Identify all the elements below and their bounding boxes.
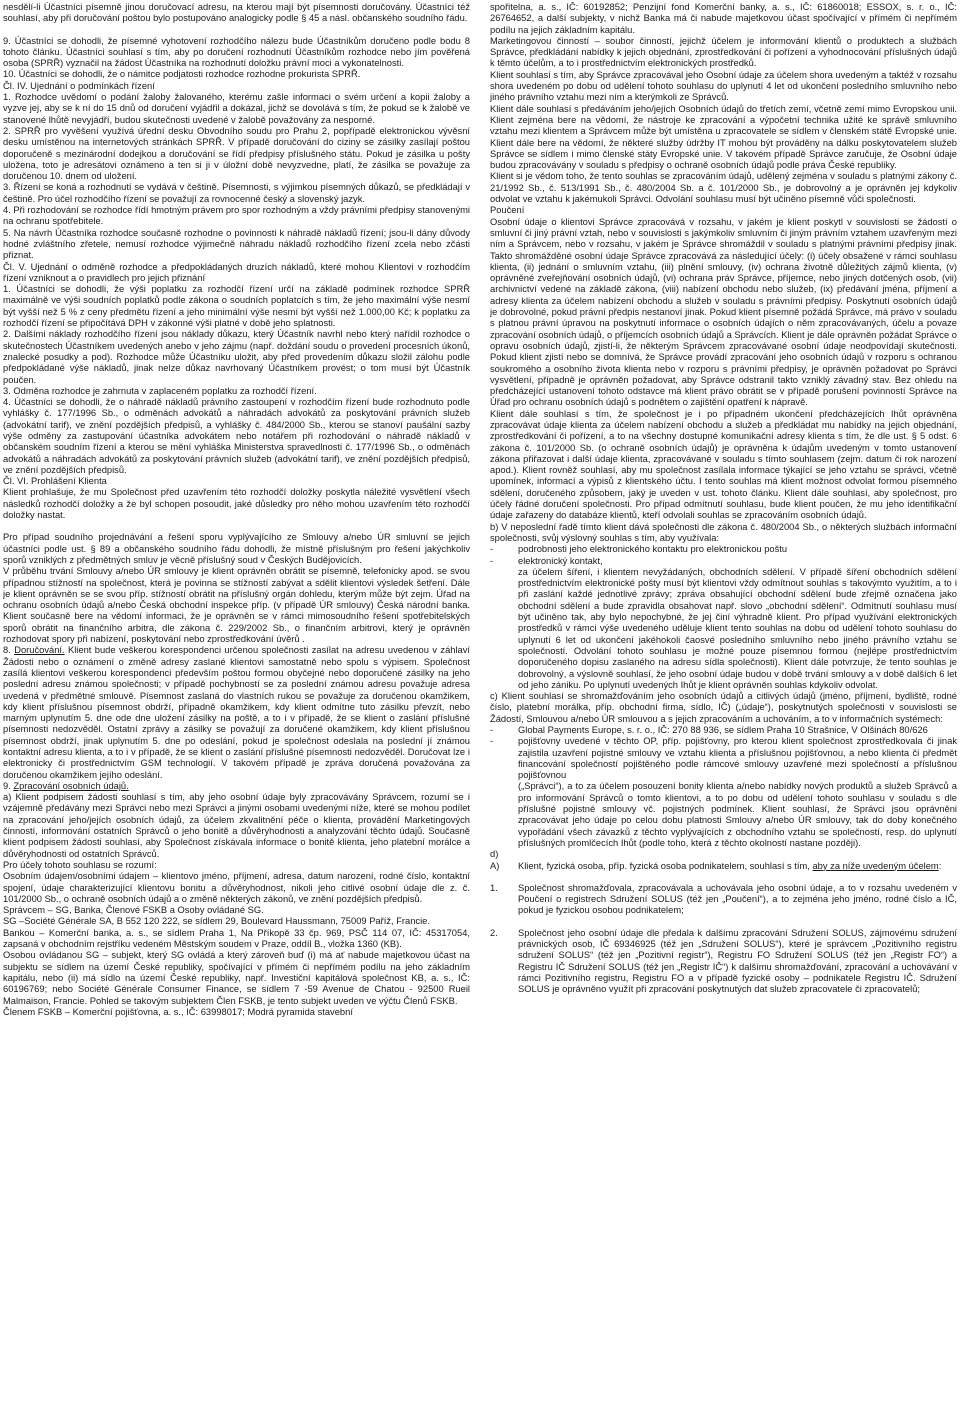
list-item-text: Společnost jeho osobní údaje dle předala k dalšímu zpracování Sdružení SOLUS, zájmovému sdružení právnických osob, IČ 69346925 (též jen „Sdružení SOLUS“), které je správcem „Pozitivního registru sdružení SOLUS“ (též jen „Pozitivní registr“), Registru FO Sdružení SOLUS (též jen „Registr FO“) a Registru IČ Sdružení SOLUS (též jen „Registr IČ“) k dalšímu shromažďování, zpracování a uchovávání v rámci Pozitivního registru, Registru FO a v případě fyzické osoby – podnikatele Registru IČ. Sdružení SOLUS je oprávněno využít při zpracování poskytnutých dat služeb zpracovatele či zpracovatelů; xyxy=(518,927,957,995)
paragraph-spacer xyxy=(3,25,470,36)
paragraph: V průběhu trvání Smlouvy a/nebo ÚR smlouvy je klient oprávněn obrátit se písemně, telefonicky apod. se svou případnou stížností na společnost, která je povinna se stížností zabývat a sdělit klientovi výsledek šetření. Dále je klient oprávněn se se svou příp. stížností obrátit na příslušný orgán dohledu, kterým může být zejm. Úřad na ochranu osobních údajů a/nebo Česká obchodní inspekce příp. (v případě ÚR smlouvy) Česká národní banka. Klient současně bere na vědomí informaci, že je oprávněn se v rámci mimosoudního řešení spotřebitelských sporů obrátit na finančního arbitra, dle zákona č. 229/2002 Sb., o finančním arbitrovi, který je oprávněn rozhodovat spory při nabízení, poskytování nebo zprostředkování úvěrů . xyxy=(3,566,470,645)
list-item-text: Společnost shromažďovala, zpracovávala a uchovávala jeho osobní údaje, a to v rozsahu uvedeném v Poučení o registrech Sdružení SOLUS (též jen „Poučení“), a to zejména jeho jméno, rodné číslo a IČ, pokud je fyzickou osobou podnikatelem; xyxy=(518,882,957,916)
paragraph: 4. Účastníci se dohodli, že o náhradě nákladů právního zastoupení v rozhodčím řízení bude rozhodnuto podle vyhlášky č. 177/1996 Sb., o odměnách advokátů a náhradách advokátů za poskytování právních služeb (advokátní tarif), ve znění pozdějších předpisů, a vyhlášky č. 484/2000 Sb., kterou se stanoví paušální sazby výše odměny za zastupování účastníka advokátem nebo notářem při rozhodování o náhradě nákladů v občanském soudním řízení a kterou se mění vyhláška Ministerstva spravedlnosti č. 177/1996 Sb., o odměnách advokátů a náhradách advokátů za poskytování právních služeb (advokátní tarif), ve znění pozdějších předpisů, ve znění pozdějších předpisů. xyxy=(3,397,470,475)
paragraph: 4. Při rozhodování se rozhodce řídí hmotným právem pro spor rozhodným a vždy právními předpisy stanovenými na ochranu spotřebitele. xyxy=(3,205,470,227)
paragraph-spacer xyxy=(490,917,957,928)
paragraph: 8. Doručování. Klient bude veškerou korespondenci určenou společnosti zasílat na adresu uvedenou v záhlaví Žádosti nebo o oznámení o změně adresy zaslané klientovi samostatně nebo spolu s výpisem. Společnost zasílá klientovi veškerou korespondenci především poštou formou obyčejné nebo doporučené zásilky na jeho poslední adresu známou společnosti; v případě pochybností se za poslední známou adresu považuje adresa uvedená v předmětné smlouvě. Písemnost zaslaná do vlastních rukou se považuje za doručenou okamžikem, kdy klient příslušnou písemnost obdrží, případně okamžikem, kdy klient odmítne tuto zásilku převzít, nebo marným uplynutím 5. dne ode dne uložení zásilky na poště, a to i v případě, že se klient o zaslání příslušné písemnosti nedozvěděl. Ostatní zprávy a zásilky se považují za doručené okamžikem, kdy klient příslušnou písemnost obdrží, jinak uplynutím 5. dne po odeslání, pokud je společnost odeslala na poslední jí známou kontaktní adresu klienta, a to i v případě, že se klient o zaslání příslušné písemnosti nedozvěděl. Doručovat lze i elektronicky či prostřednictvím GSM technologií. V takovém případě je zpráva doručená považována za doručenou okamžikem jejího odeslání. xyxy=(3,645,470,780)
right-column xyxy=(490,2,957,1406)
paragraph: Čl. IV. Ujednání o podmínkách řízení xyxy=(3,80,155,91)
left-column xyxy=(3,2,470,1406)
paragraph: Bankou – Komerční banka, a. s., se sídlem Praha 1, Na Příkopě 33 čp. 969, PSČ 114 07, IČ: 45317054, zapsaná v obchodním rejstříku vedeném Městským soudem v Praze, oddíl B., vložka 1360 (KB). xyxy=(3,927,470,950)
paragraph: b) V neposlední řadě tímto klient dává společnosti dle zákona č. 480/2004 Sb., o některých službách informační společnosti, svůj výslovný souhlas s tím, aby využívala: xyxy=(490,521,957,543)
paragraph-spacer xyxy=(490,872,957,883)
list-item xyxy=(490,849,957,860)
list-item xyxy=(490,736,957,781)
paragraph: 2. SPRŘ pro vyvěšení využívá úřední desku Obvodního soudu pro Prahu 2, popřípadě elektronickou vývěsní desku umístěnou na internetových stránkách SPRŘ. V případě doručování do ciziny se zásilky zasílají poštou doporučeně s mezinárodní dodejkou a doručování se řídí předpisy příslušného státu. Pokud je zásilka u pošty uložena, toto je adresátovi oznámeno a ten si ji v úložní době nevyzvedne, platí, že zásilka se považuje za doručenou 10. dnem od uložení. xyxy=(3,125,470,182)
list-item xyxy=(490,883,957,917)
paragraph: SG –Société Générale SA, B 552 120 222, se sídlem 29, Boulevard Haussmann, 75009 Paříž, Francie. xyxy=(3,916,430,927)
document-page xyxy=(3,2,957,1406)
list-marker: 1. xyxy=(490,882,498,893)
paragraph: („Správci“), a to za účelem posouzení bonity klienta a/nebo nabídky nových produktů a služeb Správců a pro informování Správců o tomto klientovi, a to po dobu od udělení tohoto souhlasu v souladu s dle příslušné pojistné smlouvy vč. pojistných podmínek. Klient souhlasí, že Správci jsou oprávněni zpracovávat jeho údaje po celou dobu platnosti Smlouvy a/nebo ÚR smlouvy, tak do doby konečného vypořádání všech závazků z těchto vyplývajících z obchodního vztahu se společností, resp. do uplynutí příslušných promlčecích Ihůt (podle toho, která z těchto okolností nastane později). xyxy=(518,781,957,848)
paragraph: Čl. VI. Prohlášení Klienta xyxy=(3,476,107,487)
paragraph: Klient dále souhlasí s tím, že společnost je i po případném ukončení předcházejících Ihůt oprávněna zpracovávat údaje klienta za účelem nabízení obchodu a služeb a předkládat mu nabídky na jejich objednání, zprostředkování či pořízení, a to na všechny dostupné komunikační adresy klienta s tím, že dle ust. § 5 odst. 6 zákona č. 101/2000 Sb. (o ochraně osobních údajů) je oprávněna k údajům uvedeným v tomto ustanovení zákona přiřazovat i další údaje klienta, zpracovávané v souladu s tímto souhlasem (zejm. datum či rok narození apod.). Klient rovněž souhlasí, aby mu společnost zasílala informace týkající se jeho vztahu se správci, včetně upomínek, informací a výpisů z klientského účtu. I tento souhlas má klient možnost odvolat formou písemného sdělení, doručeného způsobem, jaký je uveden v ust. tohoto článku. Klient dále souhlasí, aby společnost, pro účely řádné doručení společnosti. Pro případ odmítnutí souhlasu, bude klient poučen, že mu jeho identifikační údaje zařazeny do databáze klientů, kteří odvolali souhlas se zpracováním osobních údajů. xyxy=(490,408,957,521)
paragraph: nesdělí-li Účastníci písemně jinou doručovací adresu, na kterou mají být písemnosti doručovány. Účastníci též souhlasí, aby při doručování poštou bylo postupováno analogicky podle § 45 a násl. občanského soudního řádu. xyxy=(3,2,470,24)
paragraph: Pro případ soudního projednávání a řešení sporu vyplývajícího ze Smlouvy a/nebo ÚR smluvní se jejich účastníci podle ust. § 89 a občanského soudního řádu dohodli, že místně příslušným pro řešení jakýchkoliv sporů vzniklých z předmětných smluv je věcně příslušný soud v Českých Budějovicích. xyxy=(3,532,470,565)
paragraph: Pro účely tohoto souhlasu se rozumí: xyxy=(3,859,157,870)
paragraph: c) Klient souhlasí se shromažďováním jeho osobních údajů a citlivých údajů (jméno, příjmení, bydliště, rodné číslo, platební morálka, příp. obchodní firma, sídlo, IČ) („údaje“), poskytnutých společnosti v souvislosti se Žádostí, Smlouvou a/nebo ÚR smlouvou a s jejich zpracováním a uchováním, a to v informačních systémech: xyxy=(490,691,957,724)
paragraph: Čl. V. Ujednání o odměně rozhodce a předpokládaných druzích nákladů, které mohou Klientovi v rozhodčím řízení vzniknout a o pravidlech pro jejich přiznání xyxy=(3,261,470,283)
list-marker: - xyxy=(490,555,494,566)
paragraph: Osobou ovládanou SG – subjekt, který SG ovládá a který zároveň buď (i) má ať nabude majetkovou účast na subjektu se sídlem na území České republiky, spočívající v přímém či nepřímém podílu na jeho základním kapitálu, nebo (ii) má sídlo na území České republiky, např. Investiční kapitálová společnost KB, a. s., IČ: 60196769; nebo Société Générale Consumer Finance, se sídlem 7 -59 Avenue de Chatou - 92500 Rueil Malmaison, Francie. Pohled se takovým subjektem Člen FSKB, je tento subjekt uveden ve výčtu Členů FSKB. xyxy=(3,950,470,1006)
list-marker: - xyxy=(490,544,494,555)
list-item xyxy=(490,861,957,872)
list-marker: A) xyxy=(490,860,500,871)
list-marker: - xyxy=(490,736,494,747)
list-item-text xyxy=(518,849,957,860)
paragraph: 5. Na návrh Účastníka rozhodce současně rozhodne o povinnosti k náhradě nákladů řízení; jsou-li dány důvody hodné zvláštního zřetele, nemusí rozhodce výjimečně náhradu nákladů rozhodčího řízení zcela nebo zčásti přiznat. xyxy=(3,227,470,261)
paragraph: Poučení xyxy=(490,205,525,216)
list-item-text: elektronický kontakt, xyxy=(518,555,603,566)
paragraph: 9. Účastníci se dohodli, že písemné vyhotovení rozhodčího nálezu bude Účastníkům doručeno podle bodu 8 tohoto článku. Účastníci souhlasí s tím, aby po doručení rozhodnutí Účastníkům rozhodce nebo jím pověřená osoba (SPRŘ) vyznačil na žádost Účastníka na rozhodnutí doložku právní moci a vykonatelnosti. xyxy=(3,35,470,69)
paragraph: Členem FSKB – Komerční pojišťovna, a. s., IČ: 63998017; Modrá pyramida stavební xyxy=(3,1006,353,1017)
list-item xyxy=(490,556,957,567)
list-marker: - xyxy=(490,725,494,735)
paragraph: za účelem šíření, i klientem nevyžádaných, obchodních sdělení. V případě šíření obchodních sdělení prostřednictvím elektronické pošty musí být klientovi vždy odmítnout souhlas s takovýmto využitím, a to i při zaslání každé jednotlivé zprávy; zpráva obsahující obchodní sdělení bude zřejmě označena jako obchodní sdělení a bude zpravidla obsahovat např. slovo „obchodní sdělení“. Odmítnutí souhlasu musí být učiněno tak, aby bylo nepochybné, že jej činí výhradně klient. Pro případ využívání elektronických prostředků v rámci výše uvedeného uděluje klient tento souhlas na dobu od udělení tohoto souhlasu do uplynutí 6 let od ukončení jakéhokoli čaosvé posledního smluvního nebo jiného právního vztahu se společností. Odvolání tohoto souhlasu je možné pouze písemnou formou (nejlépe prostřednictvím doporučeného dopisu zaslaného na adresu sídla společnosti). Klient dále potvrzuje, že tento souhlas je dobrovolný, a výslovně souhlasí, že jeho osobní údaje budou v době trvání smlouvy a v době dalších 6 let od jeho zániku. Po uplynutí uvedených Ihůt je klient oprávněn souhlas kdykoliv odvolat. xyxy=(518,566,957,690)
paragraph: Klient dále souhlasí s předáváním jeho/jejích Osobních údajů do třetích zemí, včetně zemí mimo Evropskou unii. Klient zejména bere na vědomí, že nástroje ke zpracování a výpočetní technika užité ke správě smluvního vztahu mezi klientem a Správcem může být umístěna u zpracovatele se sídlem v členském státě Evropské unie. Klient dále bere na vědomí, že některé služby údržby IT mohou být prováděny na dálku poskytovatelem služeb Správce se sídlem i mimo členské státy Evropské unie. V takovém případě Správce zaručuje, že Osobní údaje budou zpracovávány v souladu s předpisy o ochraně osobních údajů podle práva České republiky. xyxy=(490,103,957,171)
paragraph: Osobní údaje o klientovi Správce zpracovává v rozsahu, v jakém je klient poskytl v souvislosti se žádostí o smluvní či jiný právní vztah, nebo v souvislosti s jakýmkoliv smluvním či jiným právním vztahem uzavřeným mezi ním a Správcem, nebo v rozsahu, v jakém je Správce shromáždil v souladu s platnými právními předpisy jinak. Takto shromážděné osobní údaje Správce zpracovává za následující účely: (i) účely obsažené v rámci souhlasu klienta, (ii) jednání o smluvním vztahu, (iii) plnění smlouvy, (iv) ochrana životně důležitých zájmů klienta, (v) oprávněné zveřejňování osobních údajů, (vi) ochrana práv Správce, příjemce, nebo jiných dotčených osob, (vii) archivnictví vedené na základě zákona, (viii) nabízení obchodu nebo služeb, (ix) předávání jména, příjmení a adresy klienta za účelem nabízení obchodu a služeb v souladu s právními předpisy. Poskytnutí osobních údajů je dobrovolné, pokud právní předpis nestanoví jinak. Pokud klient písemně požádá Správce, má právo v souladu s platnou právní úpravou na poskytnutí informace o osobních údajích o něm zpracovávaných, účelu a povaze zpracování osobních údajů, o příjemcích osobních údajů a Správcích. Klient je dále oprávněn požádat Správce o opravu osobních údajů, zjistí-li, že některým Správcem zpracovávané osobní údaje neodpovídají skutečnosti. Pokud klient zjistí nebo se domnívá, že Správce provádí zpracování jeho osobních údajů v rozporu s ochranou soukromého a osobního života klienta nebo v rozporu s právními předpisy, je oprávněn požadovat po Správci vysvětlení, případně je oprávněn požadovat, aby Správce odstranil takto vzniklý závadný stav. Bez ohledu na předcházející ustanovení tohoto odstavce má klient právo obrátit se v případě porušení povinností Správce na Úřad pro ochranu osobních údajů s podnětem o zajištění opatření k nápravě. xyxy=(490,216,957,408)
paragraph: a) Klient podpisem žádosti souhlasí s tím, aby jeho osobní údaje byly zpracovávány Správcem, rozumí se i vzájemně předávány mezi Správci nebo mezi Správci a jinými osobami uvedenými níže, které se mohou podílet na zpracování jeho/jejích osobních údajů, za účelem zkvalitnění péče o klienta, provádění Marketingových činností, informování ostatních Správců o jeho bonitě a důvěryhodnosti a analyzování těchto údajů. Současně klient podpisem žádosti souhlasí, aby Společnost získávala informace o bonitě klienta, jeho platební morálce a důvěryhodnosti od ostatních Správců. xyxy=(3,792,470,859)
list-item-text: Global Payments Europe, s. r. o., IČ: 270 88 936, se sídlem Praha 10 Strašnice, V Olšinách 80/626 xyxy=(518,725,928,735)
list-marker: 2. xyxy=(490,927,498,938)
paragraph: 3. Řízení se koná a rozhodnutí se vydává v češtině. Písemnosti, s výjimkou písemných důkazů, se předkládají v češtině. Pro účel rozhodčího řízení se považují za rovnocenné český a slovenský jazyk. xyxy=(3,182,470,204)
paragraph: 1. Účastníci se dohodli, že výši poplatku za rozhodčí řízení určí na základě podmínek rozhodce SPRŘ maximálně ve výši soudních poplatků podle zákona o soudních poplatcích s tím, že jeho maximální výše nesmí být vyšší než 5 % z ceny předmětu řízení a jeho minimální výše nesmí být vyšší než 1.000,00 Kč; k poplatku za rozhodčí řízení se připočítává DPH v zákonné výši platné v době jeho splatnosti. xyxy=(3,284,470,329)
paragraph: 9. Zpracování osobních údajů. xyxy=(3,780,129,791)
paragraph: Správcem – SG, Banka, Členové FSKB a Osoby ovládané SG. xyxy=(3,905,264,916)
paragraph: 3. Odměna rozhodce je zahrnuta v zaplaceném poplatku za rozhodčí řízení. xyxy=(3,385,317,396)
paragraph-spacer xyxy=(3,521,470,532)
list-item xyxy=(490,928,957,996)
list-item-text: Klient, fyzická osoba, příp. fyzická osoba podnikatelem, souhlasí s tím, aby za níže uvedeným účelem: xyxy=(518,860,942,871)
paragraph: 10. Účastníci se dohodli, že o námitce podjatosti rozhodce rozhodne prokurista SPRŘ. xyxy=(3,69,361,80)
paragraph: 1. Rozhodce uvědomí o podání žaloby žalovaného, kterému zašle informaci o svém určení a kopii žaloby a vyzve jej, aby se k ní do 15 dnů od doručení vyjádřil a dokázal, jichž se dovolává s tím, že pokud se k žalobě ve stanovené lhůtě nevyjádří, budou skutečnosti uvedené v žalobě považovány za nesporné. xyxy=(3,92,470,125)
paragraph: Klient si je vědom toho, že tento souhlas se zpracováním údajů, udělený zejména v souladu s platnými zákony č. 21/1992 Sb., č. 513/1991 Sb., č. 480/2004 Sb. a č. 101/2000 Sb., je dobrovolný a je oprávněn jej kdykoliv odvolat ve vztahu k jakémukoli Správci. Odvolání souhlasu musí být učiněno písemně vůči společnosti. xyxy=(490,171,957,205)
paragraph: Klient souhlasí s tím, aby Správce zpracovával jeho Osobní údaje za účelem shora uvedeným a taktéž v rozsahu shora uvedeném po dobu od udělení tohoto souhlasu do uplynutí 4 let od ukončení posledního smluvního nebo jiného právního vztahu mezi ním a kterýmkoli ze Správců. xyxy=(490,69,957,103)
paragraph: spořitelna, a. s., IČ: 60192852; Penzijní fond Komerční banky, a. s., IČ: 61860018; ESSOX, s. r. o., IČ: 26764652, a další subjekty, v nichž Banka má či nabude majetkovou účast spočívající v přímém či nepřímém podílu na jejich základním kapitálu. xyxy=(490,2,957,35)
paragraph: Marketingovou činností – soubor činností, jejichž účelem je informování klientů o produktech a službách Správce, předkládání nabídky k jejich objednání, zprostředkování či pořízení a vyhodnocování příslušných údajů k těmto účelům, a to i prostřednictvím elektronických prostředků. xyxy=(490,35,957,69)
list-marker: d) xyxy=(490,849,499,860)
paragraph: 2. Dalšími náklady rozhodčího řízení jsou náklady důkazu, který Účastník navrhl nebo který nařídil rozhodce o skutečnostech Účastníkem uvedených anebo v jeho zájmu (např. doždání soudu o provedení procesních úkonů, znalecké posudky a pod). Rozhodce může Účastníku uložit, aby před provedením důkazu složil zálohu podle předpokládané výše nákladů, jinak nelze důkaz navrhovaný Účastníkem provést; o tom musí být Účastník poučen. xyxy=(3,329,470,385)
list-item-text: podrobnosti jeho elektronického kontaktu pro elektronickou poštu xyxy=(518,544,788,555)
paragraph: Osobním údajem/osobními údajem – klientovo jméno, příjmení, adresa, datum narození, rodné číslo, kontaktní spojení, údaje charakterizující klientovu bonitu a důvěryhodnost, nikoli jeho citlivé osobní údaje dle z. č. 101/2000 Sb., o ochraně osobních údajů a o změně některých zákonů, ve znění pozdějších předpisů. xyxy=(3,871,470,904)
list-item xyxy=(490,725,957,736)
list-item-text: pojišťovny uvedené v těchto OP, příp. pojišťovny, pro kterou klient společnost zprostředkovala či jinak zajistila uzavření pojistné smlouvy ve vztahu klienta a příslušnou pojišťovnou, a nebo klienta či předmět financování společností pojištěného podle rámcové smlouvy uzavřené mezi společností a příslušnou pojišťovnou xyxy=(518,736,957,781)
paragraph: Klient prohlašuje, že mu Společnost před uzavřením této rozhodčí doložky poskytla náležité vysvětlení všech následků rozhodčí doložky a že byl schopen posoudit, jaké důsledky pro něho mohou uzavřením této rozhodčí doložky nastat. xyxy=(3,487,470,521)
list-item xyxy=(490,544,957,555)
